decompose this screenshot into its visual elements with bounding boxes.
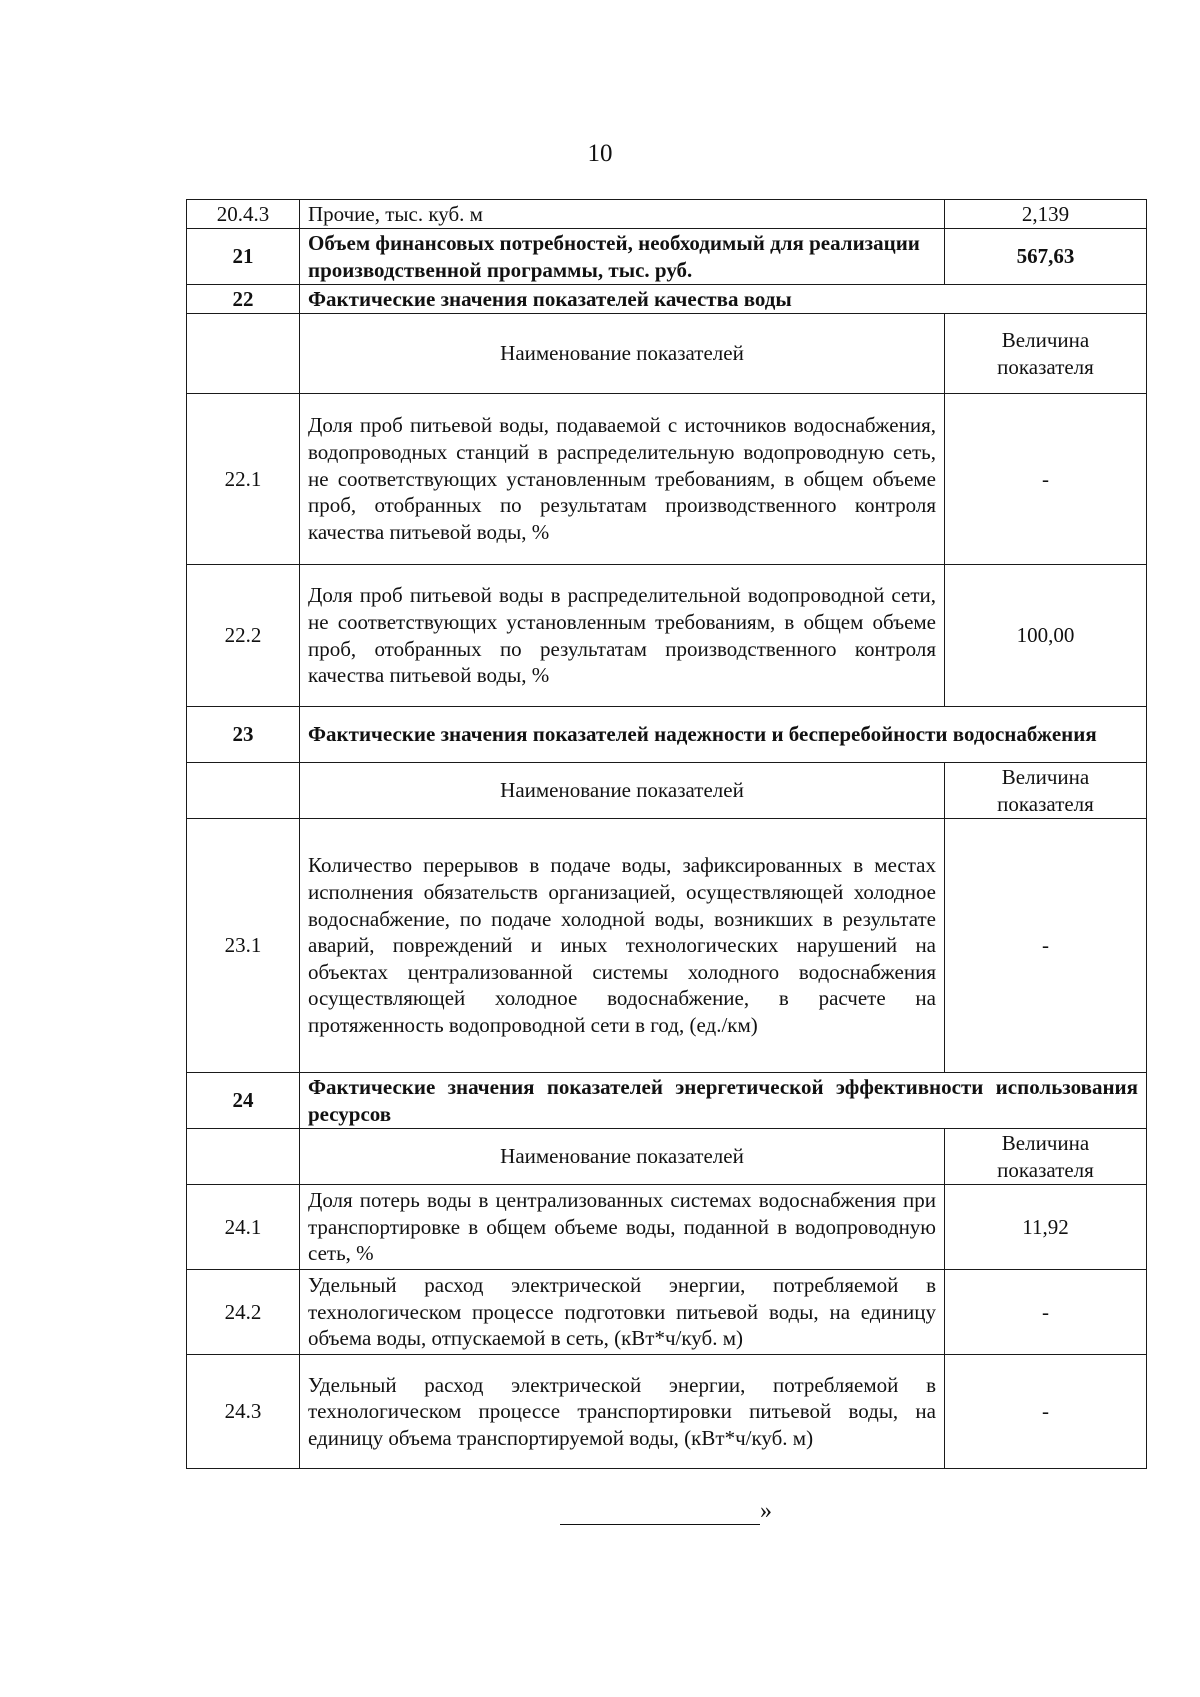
table-row-22-1 [187, 394, 1147, 565]
header-row-22 [187, 314, 1147, 394]
page-number: 10 [587, 140, 613, 167]
row-text: Доля проб питьевой воды в распределительной водопроводной сети, не соответствующих установленным требованиям, в общем объеме проб, отобранных по результатам производственного контроля качества питьевой воды, % [300, 565, 945, 707]
header-row-24 [187, 1129, 1147, 1185]
row-number: 24.1 [187, 1185, 300, 1270]
section-number: 24 [187, 1073, 300, 1129]
section-number: 23 [187, 707, 300, 763]
table-row-24-3 [187, 1355, 1147, 1469]
section-title: Фактические значения показателей надежности и бесперебойности водоснабжения [300, 707, 1147, 763]
table-row-22-2 [187, 565, 1147, 707]
table-row-20-4-3 [187, 200, 1147, 229]
column-header-name: Наименование показателей [300, 763, 945, 819]
row-number: 20.4.3 [187, 200, 300, 229]
section-title: Фактические значения показателей качества воды [300, 285, 1147, 314]
empty-cell [187, 314, 300, 394]
row-value: 11,92 [945, 1185, 1147, 1270]
row-value: - [945, 819, 1147, 1073]
table-row-21 [187, 229, 1147, 285]
row-text: Удельный расход электрической энергии, потребляемой в технологическом процессе подготовки питьевой воды, на единицу объема воды, отпускаемой в сеть, (кВт*ч/куб. м) [300, 1270, 945, 1355]
row-value: 567,63 [945, 229, 1147, 285]
row-value: - [945, 1270, 1147, 1355]
column-header-value: Величина показателя [945, 1129, 1147, 1185]
row-value: - [945, 1355, 1147, 1469]
row-value: - [945, 394, 1147, 565]
section-row-24 [187, 1073, 1147, 1129]
empty-cell [187, 763, 300, 819]
row-number: 23.1 [187, 819, 300, 1073]
row-value: 100,00 [945, 565, 1147, 707]
row-number: 24.3 [187, 1355, 300, 1469]
table-row-23-1 [187, 819, 1147, 1073]
column-header-name: Наименование показателей [300, 1129, 945, 1185]
column-header-name: Наименование показателей [300, 314, 945, 394]
row-text: Удельный расход электрической энергии, потребляемой в технологическом процессе транспортировки питьевой воды, на единицу объема транспортируемой воды, (кВт*ч/куб. м) [300, 1355, 945, 1469]
column-header-value: Величина показателя [945, 763, 1147, 819]
row-value: 2,139 [945, 200, 1147, 229]
row-number: 22.1 [187, 394, 300, 565]
row-text: Доля потерь воды в централизованных системах водоснабжения при транспортировке в общем объеме воды, поданной в водопроводную сеть, % [300, 1185, 945, 1270]
table-row-24-1 [187, 1185, 1147, 1270]
signature-underline [560, 1502, 760, 1525]
row-number: 22.2 [187, 565, 300, 707]
section-title: Фактические значения показателей энергетической эффективности использования ресурсов [300, 1073, 1147, 1129]
row-text: Прочие, тыс. куб. м [300, 200, 945, 229]
row-text: Доля проб питьевой воды, подаваемой с источников водоснабжения, водопроводных станций в распределительную водопроводную сеть, не соответствующих установленным требованиям, в общем объеме проб, отобранных по результатам производственного контроля качества питьевой воды, % [300, 394, 945, 565]
indicators-table [186, 199, 1147, 1469]
header-row-23 [187, 763, 1147, 819]
row-text: Объем финансовых потребностей, необходимый для реализации производственной программы, тыс. руб. [300, 229, 945, 285]
closing-quote-mark: » [760, 1498, 772, 1524]
table-row-24-2 [187, 1270, 1147, 1355]
section-row-22 [187, 285, 1147, 314]
row-number: 21 [187, 229, 300, 285]
row-text: Количество перерывов в подаче воды, зафиксированных в местах исполнения обязательств организацией, осуществляющей холодное водоснабжение, по подаче холодной воды, возникших в результате аварий, повреждений и иных технологических нарушений на объектах централизованной системы холодного водоснабжения осуществляющей холодное водоснабжение, в расчете на протяженность водопроводной сети в год, (ед./км) [300, 819, 945, 1073]
section-row-23 [187, 707, 1147, 763]
row-number: 24.2 [187, 1270, 300, 1355]
column-header-value: Величина показателя [945, 314, 1147, 394]
empty-cell [187, 1129, 300, 1185]
section-number: 22 [187, 285, 300, 314]
closing-line [560, 1498, 772, 1525]
